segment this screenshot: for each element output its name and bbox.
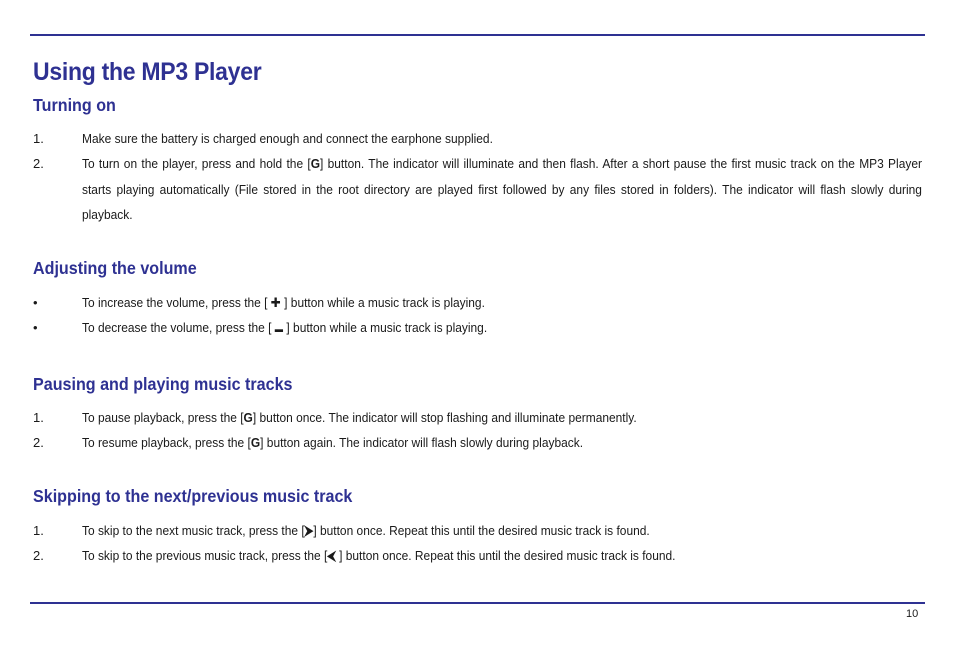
section-heading-skipping: Skipping to the next/previous music track [33,486,353,506]
list-item: 1. To pause playback, press the [G] button once. The indicator will stop flashing and illuminate permanently. [33,405,923,431]
list-item: 1. Make sure the battery is charged enough and connect the earphone supplied. [33,126,923,152]
bullet: • [33,320,38,335]
g-button-label: G [250,435,261,450]
list-marker: 1. [33,410,44,425]
list-item: 2. To turn on the player, press and hold the [G] button. The indicator will illuminate and then flash. After a short pause the first music track on the MP3 Player starts playing automatically (File stored in the root directory are played first followed by any files stored in folders). The indicator will flash slowly during playback. [33,151,923,228]
list-item: 2. To skip to the previous music track, press the [⮜ ] button once. Repeat this until the desired music track is found. [33,543,923,569]
list-item: • To decrease the volume, press the [ ▬ ] button while a music track is playing. [33,315,923,343]
top-rule [30,34,925,36]
list-marker: 2. [33,548,44,563]
list-marker: 2. [33,156,44,171]
list-item: 2. To resume playback, press the [G] button again. The indicator will flash slowly during playback. [33,430,923,456]
list-marker: 1. [33,523,44,538]
previous-arrow-icon: ⮜ [327,548,336,563]
list-marker: 2. [33,435,44,450]
section-heading-pausing-playing: Pausing and playing music tracks [33,374,293,394]
bottom-rule [30,602,925,604]
section-heading-adjusting-volume: Adjusting the volume [33,258,197,278]
g-button-label: G [310,156,321,171]
page-title: Using the MP3 Player [33,58,262,86]
plus-icon: ✚ [270,295,281,310]
g-button-label: G [243,410,253,425]
list-item: 1. To skip to the next music track, press the [⮞] button once. Repeat this until the desired music track is found. [33,518,923,544]
list-item: • To increase the volume, press the [ ✚ ] button while a music track is playing. [33,290,923,316]
bullet: • [33,295,38,310]
section-heading-turning-on: Turning on [33,95,116,115]
next-arrow-icon: ⮞ [304,523,314,538]
list-marker: 1. [33,131,44,146]
minus-icon: ▬ [274,324,284,334]
page-number: 10 [906,608,919,620]
